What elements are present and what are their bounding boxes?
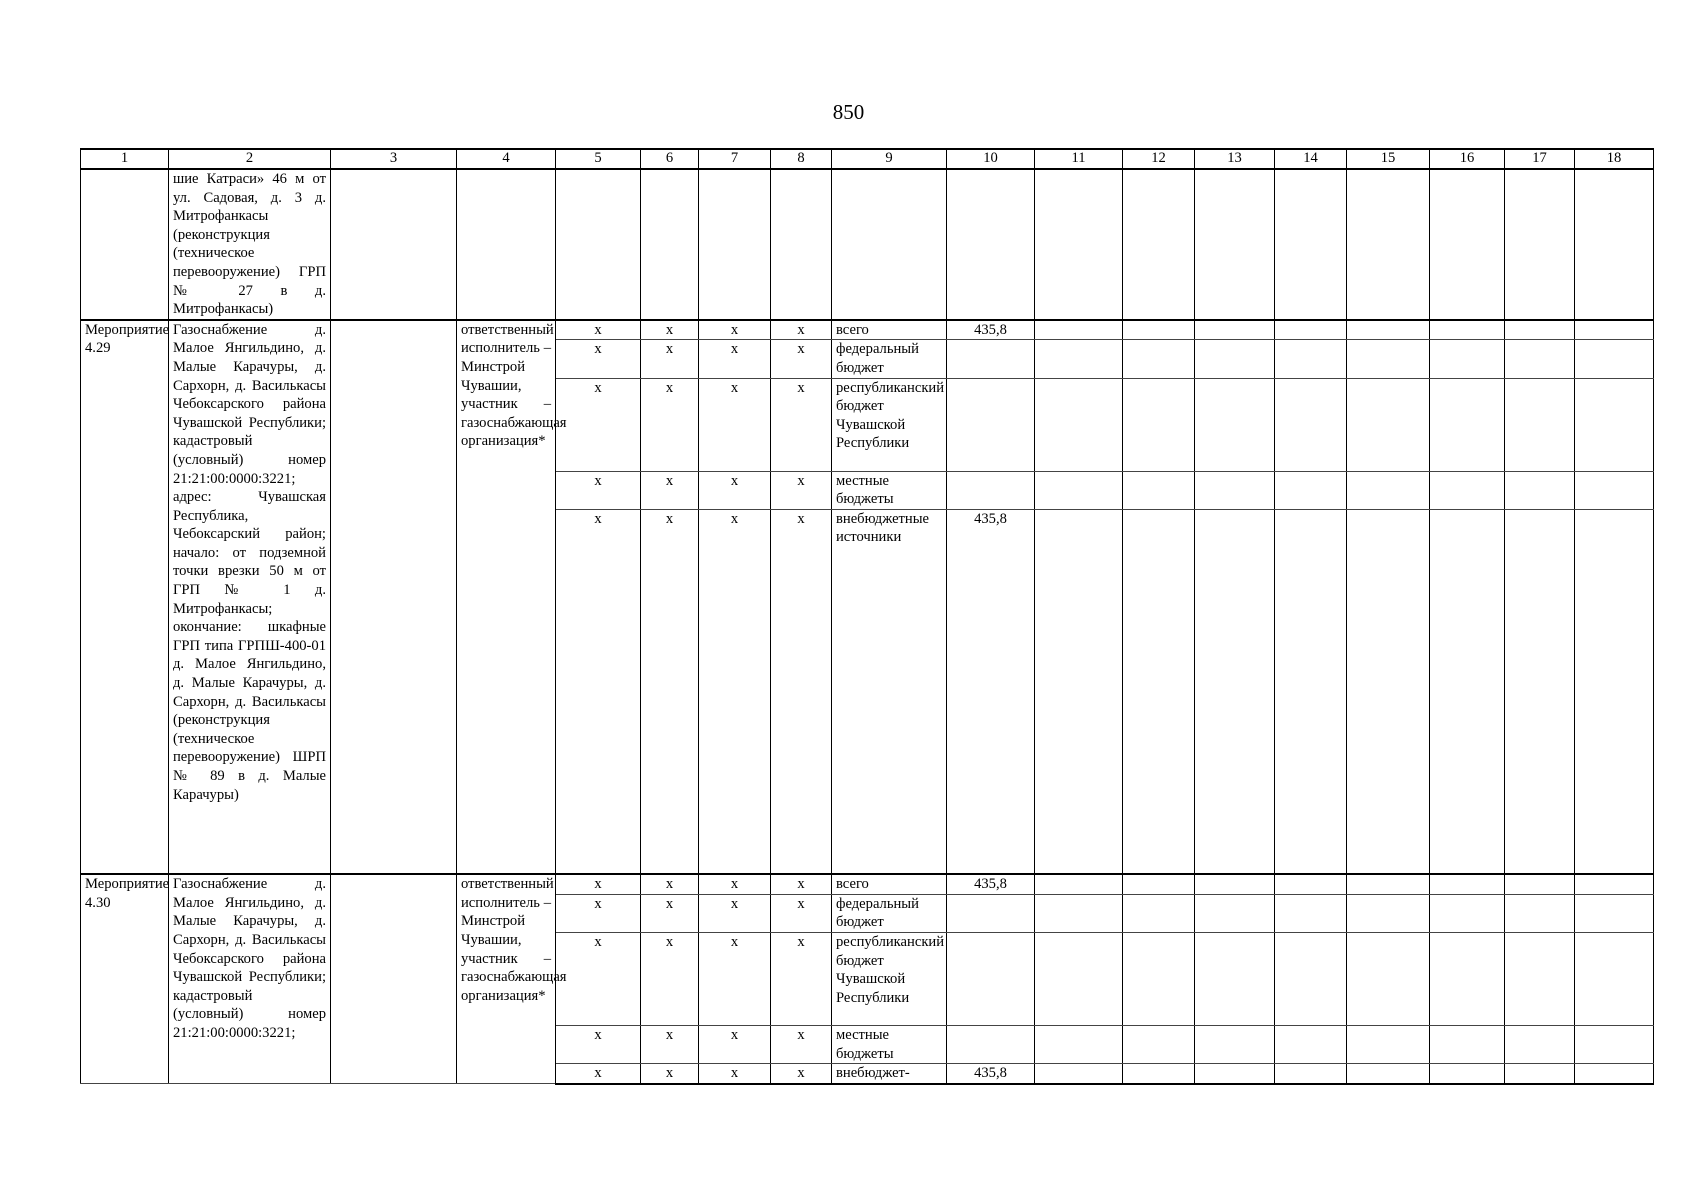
cell-col16 — [1430, 509, 1505, 874]
amount-col10 — [947, 933, 1035, 1026]
cell-col14 — [1275, 874, 1347, 894]
cell-col16 — [1430, 320, 1505, 340]
column-header-4: 4 — [457, 149, 556, 169]
measure-description: Газоснабжение д. Малое Янгильдино, д. Малые Карачуры, д. Сархорн, д. Василькасы Чебоксарского района Чувашской Республики; кадастровый (условный) номер 21:21:00:0000:3221; адрес: Чувашская Республика, Чебоксарский район; начало: от подземной точки врезки 50 м от ГРП № 1 д. Митрофанкасы; окончание: шкафные ГРП типа ГРПШ-400-01 д. Малое Янгильдино, д. Малые Карачуры, д. Сархорн, д. Василькасы (реконструкция (техническое перевооружение) ШРП № 89 в д. Малые Карачуры) — [169, 320, 331, 874]
cell-col14 — [1275, 1026, 1347, 1064]
cell-col14 — [1275, 471, 1347, 509]
cell-col13 — [1195, 1064, 1275, 1084]
cell-col15 — [1347, 340, 1430, 378]
cell-col6: x — [641, 1064, 699, 1084]
column-header-2: 2 — [169, 149, 331, 169]
cell-col7: x — [699, 509, 771, 874]
cell-col18 — [1575, 169, 1654, 320]
measure-label: Мероприятие 4.29 — [81, 320, 169, 874]
column-header-7: 7 — [699, 149, 771, 169]
cell-col5: x — [556, 320, 641, 340]
cell-col11 — [1035, 1026, 1123, 1064]
cell-col17 — [1505, 169, 1575, 320]
measure-description: Газоснабжение д. Малое Янгильдино, д. Малые Карачуры, д. Сархорн, д. Василькасы Чебоксарского района Чувашской Республики; кадастровый (условный) номер 21:21:00:0000:3221; — [169, 874, 331, 1084]
cell-col12 — [1123, 378, 1195, 471]
cell-col16 — [1430, 169, 1505, 320]
cell-col15 — [1347, 894, 1430, 932]
cell-col5 — [556, 169, 641, 320]
cell-col15 — [1347, 1064, 1430, 1084]
cell-col11 — [1035, 874, 1123, 894]
cell-col17 — [1505, 894, 1575, 932]
cell-col15 — [1347, 471, 1430, 509]
cell-col5: x — [556, 874, 641, 894]
cell-col6: x — [641, 933, 699, 1026]
amount-col10: 435,8 — [947, 320, 1035, 340]
column-header-9: 9 — [832, 149, 947, 169]
cell-col8: x — [771, 874, 832, 894]
cell-col5: x — [556, 933, 641, 1026]
cell-col13 — [1195, 874, 1275, 894]
cell-col17 — [1505, 320, 1575, 340]
amount-col10 — [947, 340, 1035, 378]
funding-source: республиканский бюджет Чувашской Республики — [832, 378, 947, 471]
cell-col8: x — [771, 509, 832, 874]
cell-col18 — [1575, 340, 1654, 378]
funding-source: местные бюджеты — [832, 1026, 947, 1064]
cell-col12 — [1123, 320, 1195, 340]
cell-col6: x — [641, 378, 699, 471]
cell-col13 — [1195, 320, 1275, 340]
cell-col14 — [1275, 320, 1347, 340]
cell-col14 — [1275, 933, 1347, 1026]
cell-col7 — [699, 169, 771, 320]
cell-col16 — [1430, 340, 1505, 378]
cell-col8: x — [771, 933, 832, 1026]
continuation-row — [81, 169, 1654, 320]
cell-col12 — [1123, 340, 1195, 378]
cell-col12 — [1123, 894, 1195, 932]
cell-col7: x — [699, 894, 771, 932]
cell-col8: x — [771, 1064, 832, 1084]
cell-col18 — [1575, 378, 1654, 471]
cell-col14 — [1275, 1064, 1347, 1084]
cell-col13 — [1195, 378, 1275, 471]
cell-col13 — [1195, 894, 1275, 932]
column-header-10: 10 — [947, 149, 1035, 169]
column-header-14: 14 — [1275, 149, 1347, 169]
cell-col7: x — [699, 378, 771, 471]
cell-col9 — [832, 169, 947, 320]
cell-col7: x — [699, 320, 771, 340]
cell-col5: x — [556, 378, 641, 471]
cell-col18 — [1575, 471, 1654, 509]
cell-col7: x — [699, 874, 771, 894]
cell-col10 — [947, 169, 1035, 320]
cell-col6: x — [641, 874, 699, 894]
column-header-5: 5 — [556, 149, 641, 169]
cell-col11 — [1035, 340, 1123, 378]
column-header-1: 1 — [81, 149, 169, 169]
funding-source: федеральный бюджет — [832, 894, 947, 932]
cell-col16 — [1430, 471, 1505, 509]
cell-col14 — [1275, 509, 1347, 874]
cell-col7: x — [699, 471, 771, 509]
amount-col10 — [947, 378, 1035, 471]
cell-col14 — [1275, 169, 1347, 320]
cell-col17 — [1505, 509, 1575, 874]
cell-col17 — [1505, 1064, 1575, 1084]
executor: ответственный исполнитель – Минстрой Чувашии, участник – газоснабжающая организация* — [457, 874, 556, 1084]
amount-col10: 435,8 — [947, 509, 1035, 874]
amount-col10 — [947, 1026, 1035, 1064]
cell-col15 — [1347, 320, 1430, 340]
cell-col16 — [1430, 874, 1505, 894]
cell-col11 — [1035, 509, 1123, 874]
cell-col15 — [1347, 169, 1430, 320]
program-table — [80, 148, 1654, 1085]
cell-col12 — [1123, 874, 1195, 894]
cell-col12 — [1123, 169, 1195, 320]
cell-col11 — [1035, 1064, 1123, 1084]
cell-col8: x — [771, 340, 832, 378]
executor: ответственный исполнитель – Минстрой Чувашии, участник – газоснабжающая организация* — [457, 320, 556, 874]
funding-source: республиканский бюджет Чувашской Республики — [832, 933, 947, 1026]
cell-col3 — [331, 169, 457, 320]
cell-col12 — [1123, 471, 1195, 509]
cell-col1 — [81, 169, 169, 320]
cell-col3 — [331, 874, 457, 1084]
cell-col5: x — [556, 894, 641, 932]
cell-col8 — [771, 169, 832, 320]
column-header-12: 12 — [1123, 149, 1195, 169]
cell-col15 — [1347, 378, 1430, 471]
amount-col10: 435,8 — [947, 1064, 1035, 1084]
cell-col16 — [1430, 1064, 1505, 1084]
cell-col5: x — [556, 471, 641, 509]
cell-col5: x — [556, 509, 641, 874]
amount-col10: 435,8 — [947, 874, 1035, 894]
cell-col18 — [1575, 894, 1654, 932]
cell-col18 — [1575, 933, 1654, 1026]
cell-col6: x — [641, 340, 699, 378]
cell-col13 — [1195, 1026, 1275, 1064]
cell-col12 — [1123, 1064, 1195, 1084]
cell-col6 — [641, 169, 699, 320]
cell-col13 — [1195, 471, 1275, 509]
cell-col11 — [1035, 894, 1123, 932]
cell-col17 — [1505, 874, 1575, 894]
cell-col5: x — [556, 1026, 641, 1064]
column-header-17: 17 — [1505, 149, 1575, 169]
column-header-8: 8 — [771, 149, 832, 169]
cell-col11 — [1035, 933, 1123, 1026]
cell-col11 — [1035, 169, 1123, 320]
funding-source: федеральный бюджет — [832, 340, 947, 378]
cell-col8: x — [771, 894, 832, 932]
cell-col17 — [1505, 1026, 1575, 1064]
cell-col6: x — [641, 894, 699, 932]
cell-col5: x — [556, 340, 641, 378]
cell-col7: x — [699, 340, 771, 378]
cell-col17 — [1505, 378, 1575, 471]
cell-col18 — [1575, 1064, 1654, 1084]
cell-col12 — [1123, 509, 1195, 874]
amount-col10 — [947, 471, 1035, 509]
cell-col7: x — [699, 1026, 771, 1064]
funding-source: местные бюджеты — [832, 471, 947, 509]
cell-col13 — [1195, 933, 1275, 1026]
measure-row — [81, 874, 1654, 894]
column-header-13: 13 — [1195, 149, 1275, 169]
cell-col18 — [1575, 1026, 1654, 1064]
continuation-description: шие Катраси» 46 м от ул. Садовая, д. 3 д. Митрофанкасы (реконструкция (техническое перевооружение) ГРП № 27 в д. Митрофанкасы) — [169, 169, 331, 320]
cell-col6: x — [641, 509, 699, 874]
cell-col18 — [1575, 874, 1654, 894]
cell-col18 — [1575, 320, 1654, 340]
cell-col3 — [331, 320, 457, 874]
cell-col8: x — [771, 471, 832, 509]
column-header-18: 18 — [1575, 149, 1654, 169]
cell-col11 — [1035, 320, 1123, 340]
funding-source: внебюджетные источники — [832, 509, 947, 874]
funding-source: всего — [832, 320, 947, 340]
cell-col6: x — [641, 320, 699, 340]
cell-col6: x — [641, 1026, 699, 1064]
cell-col14 — [1275, 378, 1347, 471]
cell-col12 — [1123, 933, 1195, 1026]
cell-col16 — [1430, 378, 1505, 471]
cell-col16 — [1430, 1026, 1505, 1064]
cell-col13 — [1195, 509, 1275, 874]
cell-col11 — [1035, 378, 1123, 471]
cell-col15 — [1347, 509, 1430, 874]
cell-col5: x — [556, 1064, 641, 1084]
column-header-3: 3 — [331, 149, 457, 169]
measure-label: Мероприятие 4.30 — [81, 874, 169, 1084]
cell-col16 — [1430, 894, 1505, 932]
funding-source: всего — [832, 874, 947, 894]
measure-row — [81, 320, 1654, 340]
page-number: 850 — [832, 100, 865, 124]
cell-col14 — [1275, 894, 1347, 932]
cell-col8: x — [771, 378, 832, 471]
cell-col17 — [1505, 340, 1575, 378]
cell-col15 — [1347, 933, 1430, 1026]
cell-col13 — [1195, 340, 1275, 378]
cell-col7: x — [699, 1064, 771, 1084]
cell-col7: x — [699, 933, 771, 1026]
cell-col15 — [1347, 874, 1430, 894]
cell-col11 — [1035, 471, 1123, 509]
cell-col16 — [1430, 933, 1505, 1026]
cell-col12 — [1123, 1026, 1195, 1064]
column-header-16: 16 — [1430, 149, 1505, 169]
column-header-11: 11 — [1035, 149, 1123, 169]
cell-col14 — [1275, 340, 1347, 378]
cell-col13 — [1195, 169, 1275, 320]
column-header-15: 15 — [1347, 149, 1430, 169]
amount-col10 — [947, 894, 1035, 932]
cell-col15 — [1347, 1026, 1430, 1064]
cell-col17 — [1505, 933, 1575, 1026]
cell-col8: x — [771, 1026, 832, 1064]
header-row — [81, 149, 1654, 169]
cell-col8: x — [771, 320, 832, 340]
cell-col4 — [457, 169, 556, 320]
cell-col17 — [1505, 471, 1575, 509]
funding-source: внебюджет- — [832, 1064, 947, 1084]
column-header-6: 6 — [641, 149, 699, 169]
cell-col6: x — [641, 471, 699, 509]
cell-col18 — [1575, 509, 1654, 874]
